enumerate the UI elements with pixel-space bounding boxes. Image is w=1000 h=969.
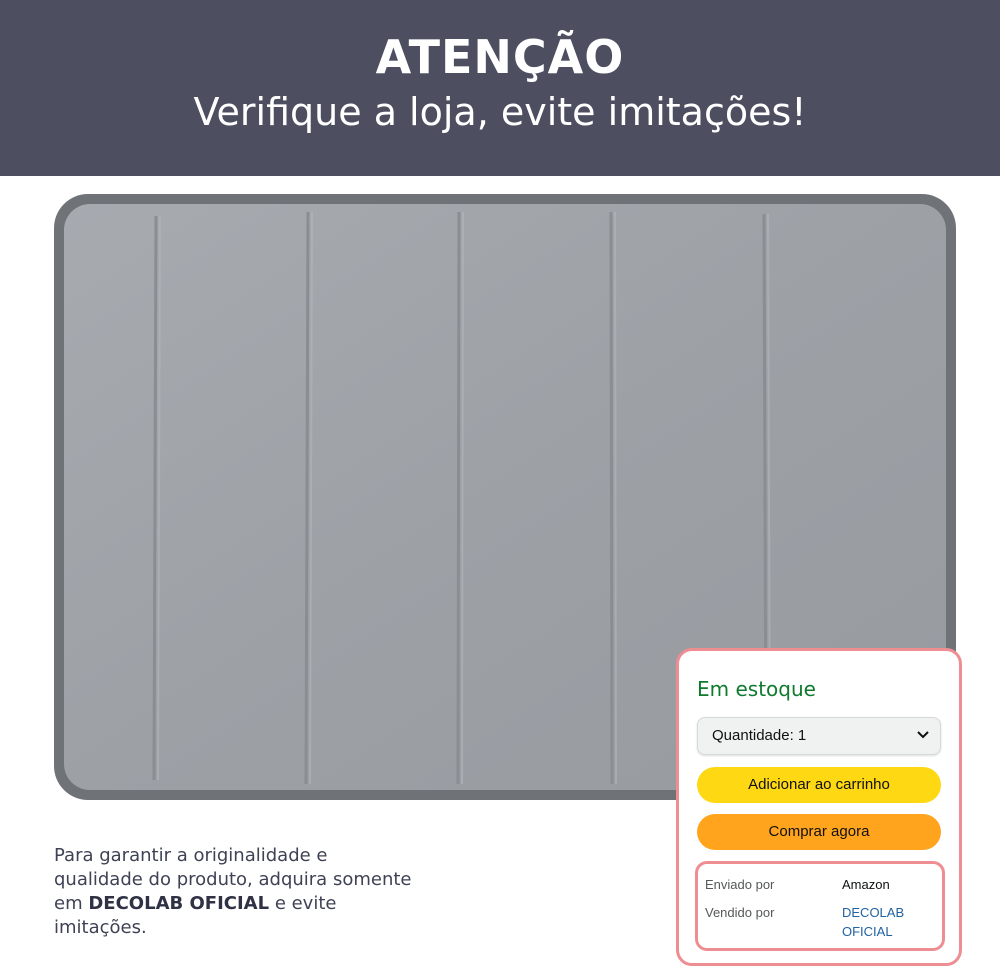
quantity-select[interactable] [697,717,941,755]
caption-store-name: DECOLAB OFICIAL [88,893,270,914]
buy-now-button[interactable]: Comprar agora [697,814,941,850]
seller-info [695,861,945,951]
sold-by-link[interactable]: DECOLAB OFICIAL [842,905,905,939]
caption-text-start: Para garantir a originalidade e qualidade do produto, adquira somente em [54,845,412,914]
add-to-cart-button[interactable]: Adicionar ao carrinho [697,767,941,803]
quantity-value: 1 [797,727,807,744]
buy-box [676,648,962,966]
quantity-label: Quantidade: 1 [712,727,807,744]
warning-banner [0,0,1000,176]
caption-text-end: e evite imitações. [54,893,337,938]
shipped-by-value: Amazon [842,877,890,892]
stock-status: Em estoque [697,677,816,701]
banner-subtitle: Verifique a loja, evite imitações! [193,90,807,134]
banner-title: ATENÇÃO [375,30,625,84]
store-warning-caption [54,844,414,940]
sold-by-label: Vendido por [705,905,775,920]
chevron-down-icon [916,730,930,740]
shipped-by-label: Enviado por [705,877,775,892]
